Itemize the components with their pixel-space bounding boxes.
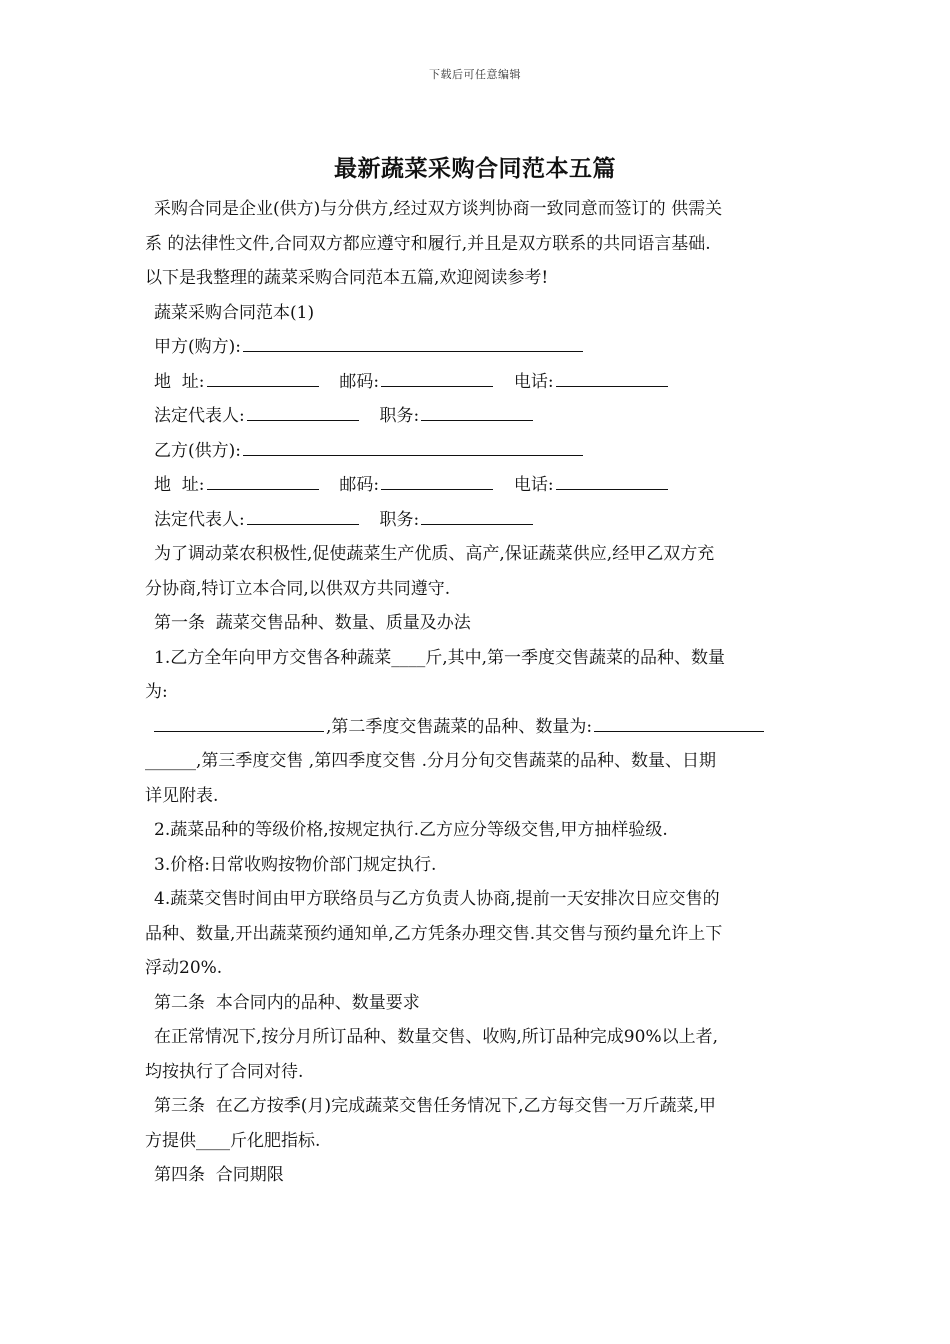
address-label: 地 址:	[154, 475, 205, 495]
article-1-item-1-line-b: 为:	[145, 682, 168, 702]
phone-blank	[556, 368, 668, 387]
sample-heading: 蔬菜采购合同范本(1)	[154, 302, 315, 323]
party-a-blank	[243, 333, 583, 352]
intro-line-2: 系 的法律性文件,合同双方都应遵守和履行,并且是双方联系的共同语言基础.	[145, 233, 711, 254]
party-a-contact-line	[145, 365, 810, 400]
article-3-line-b: 方提供____斤化肥指标.	[145, 1130, 321, 1151]
article-1-item-4-line-a: 4.蔬菜交售时间由甲方联络员与乙方负责人协商,提前一天安排次日应交售的	[154, 889, 720, 909]
postcode-label: 邮码:	[339, 371, 380, 392]
address-label: 地 址:	[154, 371, 205, 392]
party-b-label: 乙方(供方):	[154, 440, 241, 461]
position-blank	[421, 506, 533, 525]
postcode-blank	[381, 368, 493, 387]
legal-rep-label: 法定代表人:	[154, 509, 245, 530]
season-1-blank	[154, 713, 324, 732]
article-1-title: 第一条 蔬菜交售品种、数量、质量及办法	[154, 613, 471, 633]
article-1-item-4-line-b: 品种、数量,开出蔬菜预约通知单,乙方凭条办理交售.其交售与预约量允许上下	[145, 923, 723, 944]
article-1-item-3: 3.价格:日常收购按物价部门规定执行.	[154, 854, 437, 875]
party-b-line	[145, 434, 810, 469]
article-1-item-2: 2.蔬菜品种的等级价格,按规定执行.乙方应分等级交售,甲方抽样验级.	[154, 820, 668, 840]
position-label: 职务:	[379, 406, 420, 426]
party-b-contact-line	[145, 468, 810, 503]
intro-line-3: 以下是我整理的蔬菜采购合同范本五篇,欢迎阅读参考!	[145, 268, 549, 288]
article-1-item-1-line-a: 1.乙方全年向甲方交售各种蔬菜____斤,其中,第一季度交售蔬菜的品种、数量	[154, 647, 726, 668]
season-2-label: ,第二季度交售蔬菜的品种、数量为:	[326, 716, 593, 737]
party-a-line	[145, 330, 810, 365]
page-title: 最新蔬菜采购合同范本五篇	[334, 155, 616, 182]
season-2-blank	[594, 713, 764, 732]
article-1-item-4-line-c: 浮动20%.	[145, 958, 223, 978]
phone-label: 电话:	[513, 371, 554, 392]
legal-rep-blank	[247, 402, 359, 421]
article-1-item-1-line-e: 详见附表.	[145, 785, 219, 806]
document-body	[145, 192, 810, 1193]
party-a-label: 甲方(购方):	[154, 337, 241, 357]
legal-rep-blank	[247, 506, 359, 525]
intro-line-1: 采购合同是企业(供方)与分供方,经过双方谈判协商一致同意而签订的 供需关	[154, 199, 723, 219]
position-blank	[421, 402, 533, 421]
article-2-line-b: 均按执行了合同对待.	[145, 1061, 304, 1082]
address-blank	[207, 368, 319, 387]
article-3-line-a: 第三条 在乙方按季(月)完成蔬菜交售任务情况下,乙方每交售一万斤蔬菜,甲	[154, 1096, 716, 1116]
article-1-item-1-line-c	[145, 710, 810, 745]
legal-rep-label: 法定代表人:	[154, 406, 245, 426]
party-a-rep-line	[145, 399, 810, 434]
position-label: 职务:	[379, 509, 420, 530]
article-2-line-a: 在正常情况下,按分月所订品种、数量交售、收购,所订品种完成90%以上者,	[154, 1027, 718, 1047]
phone-blank	[556, 471, 668, 490]
address-blank	[207, 471, 319, 490]
header-note: 下载后可任意编辑	[429, 68, 521, 81]
article-4-title: 第四条 合同期限	[154, 1165, 284, 1185]
article-1-item-1-line-d: ______,第三季度交售 ,第四季度交售 .分月分旬交售蔬菜的品种、数量、日期	[145, 751, 717, 771]
postcode-label: 邮码:	[339, 475, 380, 495]
party-b-rep-line	[145, 503, 810, 538]
purpose-line-2: 分协商,特订立本合同,以供双方共同遵守.	[145, 578, 451, 599]
article-2-title: 第二条 本合同内的品种、数量要求	[154, 992, 420, 1013]
purpose-line-1: 为了调动菜农积极性,促使蔬菜生产优质、高产,保证蔬菜供应,经甲乙双方充	[154, 544, 715, 564]
party-b-blank	[243, 437, 583, 456]
phone-label: 电话:	[513, 475, 554, 495]
postcode-blank	[381, 471, 493, 490]
